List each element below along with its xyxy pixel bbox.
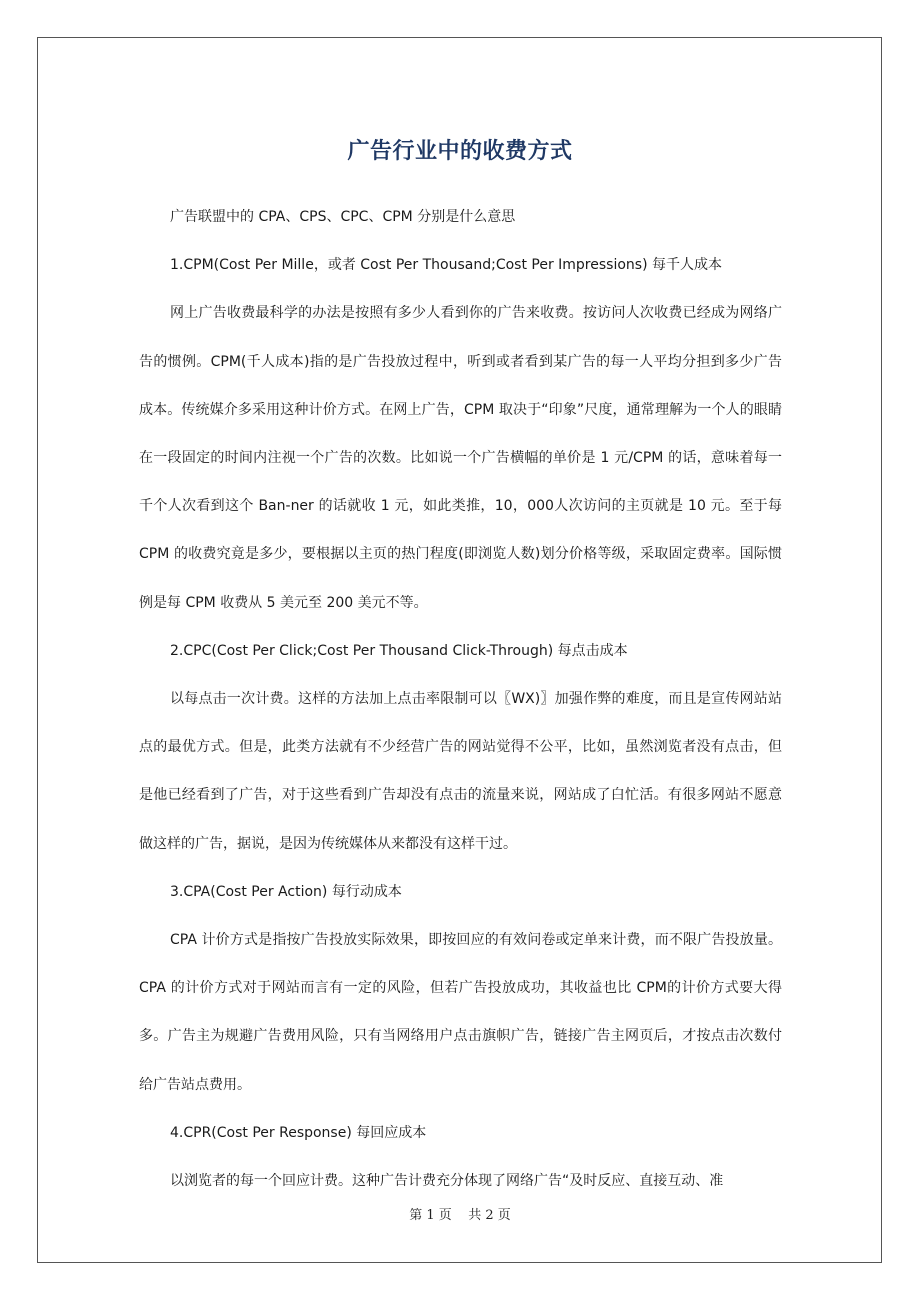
cpm-heading: 1.CPM(Cost Per Mille，或者 Cost Per Thousand;Cost Per Impressions) 每千人成本 xyxy=(170,257,722,274)
cpa-heading: 3.CPA(Cost Per Action) 每行动成本 xyxy=(170,883,402,900)
intro-question: 广告联盟中的 CPA、CPS、CPC、CPM 分别是什么意思 xyxy=(170,209,516,225)
page-number-footer: 第 1 页 共 2 页 xyxy=(409,1208,511,1223)
cpr-heading: 4.CPR(Cost Per Response) 每回应成本 xyxy=(170,1124,427,1141)
document-title: 广告行业中的收费方式 xyxy=(347,138,573,164)
cpm-body: 网上广告收费最科学的办法是按照有多少人看到你的广告来收费。按访问人次收费已经成为网络广告的惯例。CPM(千人成本)指的是广告投放过程中，听到或者看到某广告的每一人平均分担到多少广告成本。传统媒介多采用这种计价方式。在网上广告，CPM 取决于“印象”尺度，通常理解为一个人的眼睛在一段固定的时间内注视一个广告的次数。比如说一个广告横幅的单价是 1 元/CPM 的话，意味着每一千个人次看到这个 Ban-ner 的话就收 1 元，如此类推，10，000人次访问的主页就是 10 元。至于每 CPM 的收费究竟是多少，要根据以主页的热门程度(即浏览人数)划分价格等级，采取固定费率。国际惯例是每 CPM 收费从 5 美元至 200 美元不等。 xyxy=(139,305,782,611)
cpc-heading: 2.CPC(Cost Per Click;Cost Per Thousand Click-Through) 每点击成本 xyxy=(170,642,628,659)
cpc-body: 以每点击一次计费。这样的方法加上点击率限制可以〖WX)〗加强作弊的难度，而且是宣传网站站点的最优方式。但是，此类方法就有不少经营广告的网站觉得不公平，比如，虽然浏览者没有点击，但是他已经看到了广告，对于这些看到广告却没有点击的流量来说，网站成了白忙活。有很多网站不愿意做这样的广告，据说，是因为传统媒体从来都没有这样干过。 xyxy=(139,691,782,852)
document-body xyxy=(139,193,782,1205)
cpr-body: 以浏览者的每一个回应计费。这种广告计费充分体现了网络广告“及时反应、直接互动、准 xyxy=(170,1173,724,1190)
cpa-body: CPA 计价方式是指按广告投放实际效果，即按回应的有效问卷或定单来计费，而不限广告投放量。CPA 的计价方式对于网站而言有一定的风险，但若广告投放成功，其收益也比 CPM的计价方式要大得多。广告主为规避广告费用风险，只有当网络用户点击旗帜广告，链接广告主网页后，才按点击次数付给广告站点费用。 xyxy=(139,932,782,1093)
